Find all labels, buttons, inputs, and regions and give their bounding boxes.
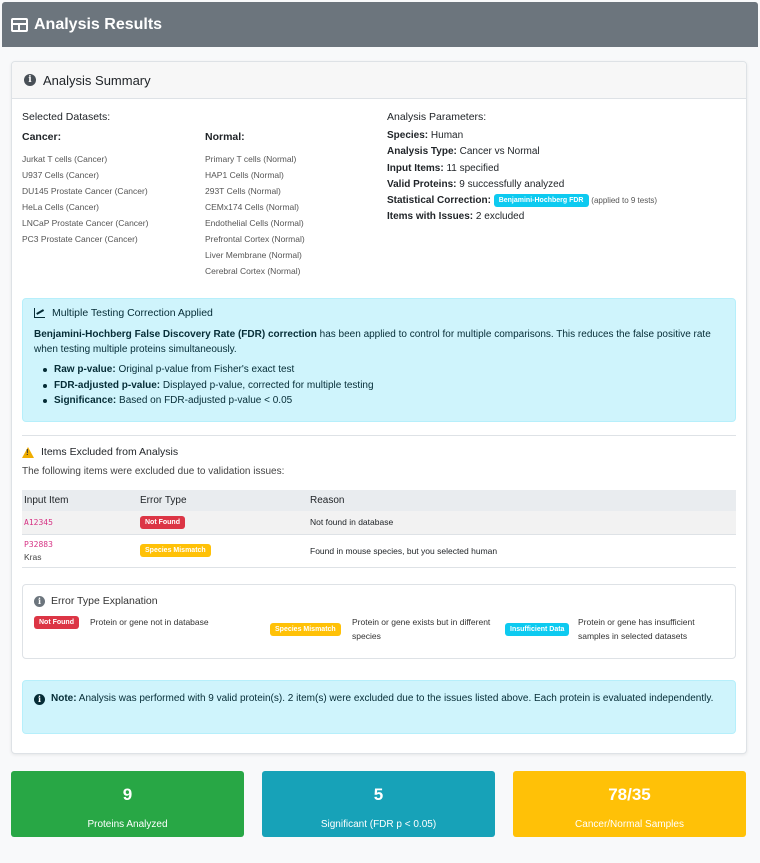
species-mismatch-description: Protein or gene exists but in different species [352, 617, 491, 641]
insufficient-data-badge: Insufficient Data [505, 623, 569, 636]
list-item: PC3 Prostate Cancer (Cancer) [22, 234, 138, 244]
table-row [22, 534, 736, 567]
analysis-parameters [387, 128, 737, 226]
excluded-title: Items Excluded from Analysis [41, 446, 179, 458]
param-species: Species: Human [387, 130, 464, 141]
fdr-title: Multiple Testing Correction Applied [52, 307, 213, 319]
list-item: CEMx174 Cells (Normal) [205, 202, 299, 212]
list-item: HeLa Cells (Cancer) [22, 202, 99, 212]
list-item: Primary T cells (Normal) [205, 154, 297, 164]
results-header [2, 2, 758, 47]
not-found-description: Protein or gene not in database [90, 617, 209, 627]
table-row [22, 511, 736, 534]
list-item: Jurkat T cells (Cancer) [22, 154, 108, 164]
excluded-items-table [22, 490, 736, 568]
excluded-subtitle: The following items were excluded due to validation issues: [22, 466, 285, 477]
analysis-note: i Note: Analysis was performed with 9 valid protein(s). 2 item(s) were excluded due to the issues listed above. Each protein is evaluated independently. [22, 680, 736, 734]
column-header: Reason [308, 490, 736, 511]
list-item: LNCaP Prostate Cancer (Cancer) [22, 218, 149, 228]
stat-proteins-analyzed [11, 771, 244, 837]
param-valid-proteins: Valid Proteins: 9 successfully analyzed [387, 178, 565, 190]
stat-value: 5 [373, 785, 384, 804]
list-item: FDR-adjusted p-value: Displayed p-value, corrected for multiple testing [54, 378, 724, 394]
normal-label: Normal: [205, 131, 245, 143]
cancer-dataset-list [22, 151, 148, 247]
list-item: Significance: Based on FDR-adjusted p-value < 0.05 [54, 393, 724, 409]
param-items-with-issues: Items with Issues: 2 excluded [387, 211, 525, 223]
fdr-badge: Benjamini-Hochberg FDR [494, 194, 589, 207]
stat-label: Significant (FDR p < 0.05) [320, 819, 437, 830]
list-item: Cerebral Cortex (Normal) [205, 266, 301, 276]
table-icon [11, 18, 28, 32]
analysis-parameters-label: Analysis Parameters: [387, 111, 487, 123]
stat-value: 9 [122, 785, 133, 804]
reason: Found in mouse species, but you selected human [310, 545, 498, 556]
excluded-heading [22, 446, 178, 458]
fdr-correction-alert [22, 298, 736, 422]
species-mismatch-badge: Species Mismatch [270, 623, 341, 636]
page-title: Analysis Results [34, 15, 163, 33]
list-item: Liver Membrane (Normal) [205, 250, 302, 260]
input-item: P32883 [24, 539, 53, 549]
stat-samples [513, 771, 746, 837]
line-chart-icon [34, 308, 45, 318]
reason: Not found in database [310, 517, 394, 528]
analysis-summary-card [11, 61, 747, 754]
column-header: Error Type [138, 490, 308, 511]
divider [22, 435, 736, 436]
info-icon: i [24, 74, 36, 86]
list-item: Endothelial Cells (Normal) [205, 218, 304, 228]
info-icon: i [34, 596, 45, 607]
param-input-items: Input Items: 11 specified [387, 162, 500, 174]
summary-header [12, 62, 746, 99]
param-analysis-type: Analysis Type: Cancer vs Normal [387, 146, 540, 158]
list-item: 293T Cells (Normal) [205, 186, 281, 196]
error-badge: Not Found [140, 516, 185, 529]
stat-value: 78/35 [608, 785, 651, 804]
stat-label: Cancer/Normal Samples [575, 819, 684, 830]
summary-title: Analysis Summary [43, 72, 151, 88]
not-found-badge: Not Found [34, 616, 79, 629]
normal-dataset-list [205, 151, 305, 279]
list-item: Prefrontal Cortex (Normal) [205, 234, 305, 244]
stat-significant [262, 771, 495, 837]
explanation-title: Error Type Explanation [51, 595, 158, 607]
param-statistical-correction: Statistical Correction: Benjamini-Hochberg FDR (applied to 9 tests) [387, 195, 658, 207]
stat-label: Proteins Analyzed [87, 819, 168, 830]
error-type-explanation [22, 584, 736, 659]
info-icon: i [34, 694, 45, 705]
list-item: U937 Cells (Cancer) [22, 170, 99, 180]
error-badge: Species Mismatch [140, 544, 211, 557]
insufficient-data-description: Protein or gene has insufficient samples in selected datasets [578, 617, 695, 641]
selected-datasets-label: Selected Datasets: [22, 111, 111, 123]
column-header: Input Item [22, 490, 138, 511]
input-item-alias: Kras [24, 551, 42, 562]
fdr-description: Benjamini-Hochberg False Discovery Rate (FDR) correction has been applied to control for multiple comparisons. This reduces the false positive rate when testing multiple proteins simultaneously. [34, 329, 711, 355]
input-item: A12345 [24, 518, 53, 528]
warning-icon [22, 447, 34, 458]
list-item: Raw p-value: Original p-value from Fisher's exact test [54, 362, 724, 378]
list-item: HAP1 Cells (Normal) [205, 170, 284, 180]
cancer-label: Cancer: [22, 131, 62, 143]
fdr-definitions [54, 362, 724, 409]
list-item: DU145 Prostate Cancer (Cancer) [22, 186, 148, 196]
